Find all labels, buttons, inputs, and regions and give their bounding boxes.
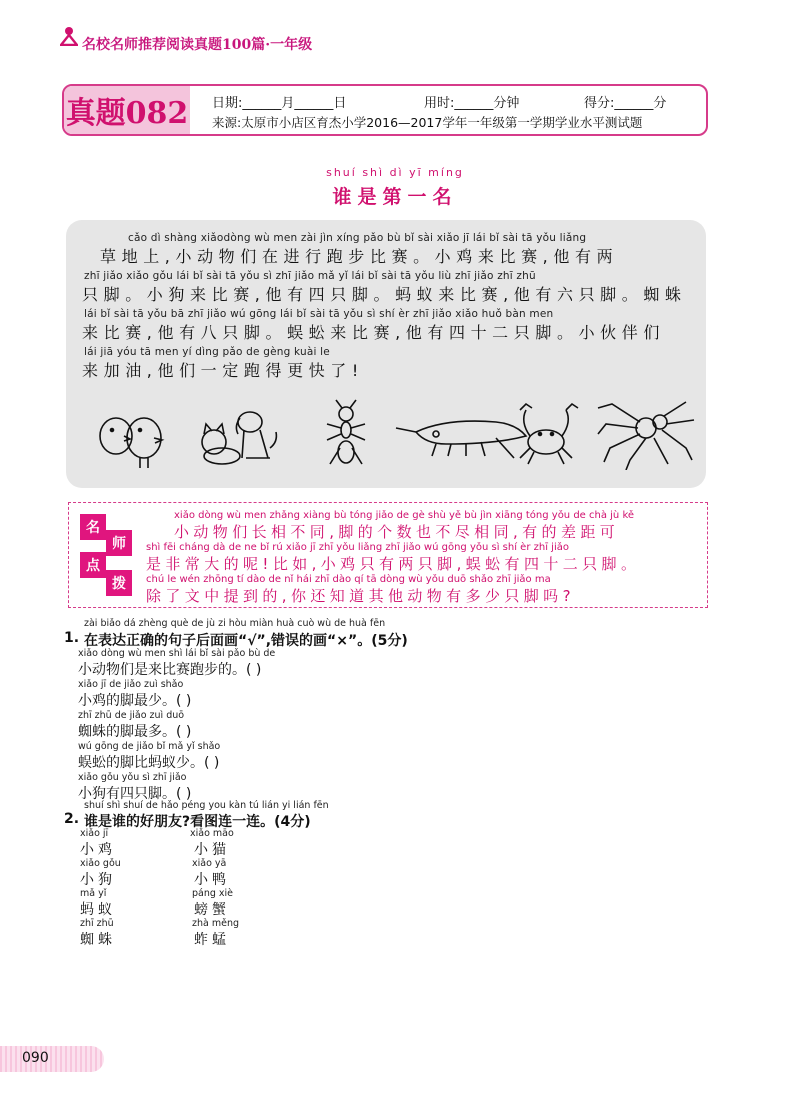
series-title: 名校名师推荐阅读真题100篇·一年级 — [82, 37, 313, 53]
q2-number: 2. — [64, 811, 80, 827]
q1-item-5-pinyin: xiǎo gǒu yǒu sì zhī jiǎo — [78, 772, 187, 783]
q1-item-4[interactable]: 蜈蚣的脚比蚂蚁少。( ) — [78, 755, 220, 771]
q1-text: 在表达正确的句子后面画“√”,错误的画“×”。(5分) — [84, 633, 408, 649]
page-title: 谁是第一名 — [332, 186, 458, 208]
source-line: 来源:太原市小店区育杰小学2016—2017学年一年级第一学期学业水平测试题 — [212, 115, 643, 130]
q1-item-3[interactable]: 蜘蛛的脚最多。( ) — [78, 724, 192, 740]
q1-item-1-pinyin: xiǎo dòng wù men shì lái bǐ sài pǎo bù de — [78, 648, 276, 659]
story-line-1: 草地上,小动物们在进行跑步比赛。小鸡来比赛,他有两 — [100, 247, 619, 266]
q2-right-2-pinyin: xiǎo yā — [192, 858, 227, 869]
story-line-2: 只脚。小狗来比赛,他有四只脚。蚂蚁来比赛,他有六只脚。蜘蛛 — [82, 285, 687, 304]
chick-icon — [100, 418, 162, 468]
tip-pinyin-1: xiǎo dòng wù men zhǎng xiàng bù tóng jiǎo de gè shù yě bù jìn xiāng tóng yǒu de chà jù kě — [174, 510, 635, 521]
tip-line-1: 小动物们长相不同,脚的个数也不尽相同,有的差距可 — [174, 523, 620, 541]
tip-badge-dian: 点 — [80, 552, 106, 578]
q1-pinyin: zài biǎo dá zhèng què de jù zi hòu miàn huà cuò wù de huà fēn — [84, 618, 386, 629]
tip-pinyin-2: shì fēi cháng dà de ne bǐ rú xiǎo jī zhī yǒu liǎng zhī jiǎo wú gōng yǒu sì shí èr zhī jiǎo — [146, 542, 569, 553]
q2-right-4-pinyin: zhà měng — [192, 918, 239, 929]
q2-left-3[interactable]: 蚂蚁 — [80, 902, 116, 918]
tip-badge-shi: 师 — [106, 530, 132, 556]
q1-item-4-pinyin: wú gōng de jiǎo bǐ mǎ yǐ shǎo — [78, 741, 221, 752]
tip-badge-bo: 拨 — [106, 570, 132, 596]
q2-left-4-pinyin: zhī zhū — [80, 918, 114, 929]
q1-item-3-pinyin: zhī zhū de jiǎo zuì duō — [78, 710, 185, 721]
score-field: 得分:______分 — [584, 96, 667, 111]
q2-right-1[interactable]: 小猫 — [194, 842, 230, 858]
q2-left-4[interactable]: 蜘蛛 — [80, 932, 116, 948]
tip-badge-ming: 名 — [80, 514, 106, 540]
q2-left-1[interactable]: 小鸡 — [80, 842, 116, 858]
spider-icon — [598, 402, 694, 470]
date-field: 日期:______月______日 — [212, 96, 347, 111]
animal-illustrations — [96, 398, 696, 470]
q1-number: 1. — [64, 630, 80, 646]
story-pinyin-4: lái jiā yóu tā men yí dìng pǎo de gèng kuài le — [84, 346, 330, 358]
q2-right-2[interactable]: 小鸭 — [194, 872, 230, 888]
tip-line-2: 是非常大的呢!比如,小鸡只有两只脚,蜈蚣有四十二只脚。 — [146, 555, 641, 573]
story-pinyin-2: zhī jiǎo xiǎo gǒu lái bǐ sài tā yǒu sì zhī jiǎo mǎ yǐ lái bǐ sài tā yǒu liù zhī jiǎo zhī zhū — [84, 270, 536, 282]
q1-item-1[interactable]: 小动物们是来比赛跑步的。( ) — [78, 662, 262, 678]
q2-right-4[interactable]: 蚱蜢 — [194, 932, 230, 948]
q1-item-5[interactable]: 小狗有四只脚。( ) — [78, 786, 192, 802]
q2-text: 谁是谁的好朋友?看图连一连。(4分) — [84, 814, 311, 830]
tip-pinyin-3: chú le wén zhōng tí dào de nǐ hái zhī dào qí tā dòng wù yǒu duō shǎo zhī jiǎo ma — [146, 574, 551, 585]
page-number-tab — [0, 1046, 104, 1072]
story-line-4: 来加油,他们一定跑得更快了! — [82, 361, 364, 380]
zhenti-label: 真题082 — [64, 86, 190, 134]
q2-pinyin: shuí shì shuí de hǎo péng you kàn tú lián yi lián fēn — [84, 800, 329, 811]
q2-right-3-pinyin: páng xiè — [192, 888, 234, 899]
q2-left-2-pinyin: xiǎo gǒu — [80, 858, 121, 869]
story-pinyin-1: cǎo dì shàng xiǎodòng wù men zài jìn xíng pǎo bù bǐ sài xiǎo jī lái bǐ sài tā yǒu liǎng — [128, 232, 587, 244]
q2-left-3-pinyin: mǎ yǐ — [80, 888, 107, 899]
ant-icon — [327, 400, 365, 464]
crab-icon — [520, 404, 578, 464]
q1-item-2[interactable]: 小鸡的脚最少。( ) — [78, 693, 192, 709]
centipede-icon — [396, 421, 526, 458]
page-number: 090 — [22, 1050, 49, 1066]
title-pinyin: shuí shì dì yī míng — [326, 166, 464, 179]
q2-left-2[interactable]: 小狗 — [80, 872, 116, 888]
story-pinyin-3: lái bǐ sài tā yǒu bā zhī jiǎo wú gōng lái bǐ sài tā yǒu sì shí èr zhī jiǎo xiǎo huǒ bàn men — [84, 308, 554, 320]
story-line-3: 来比赛,他有八只脚。蜈蚣来比赛,他有四十二只脚。小伙伴们 — [82, 323, 665, 342]
q1-item-2-pinyin: xiǎo jī de jiǎo zuì shǎo — [78, 679, 184, 690]
time-field: 用时:______分钟 — [424, 96, 520, 111]
q2-right-3[interactable]: 螃蟹 — [194, 902, 230, 918]
q2-left-1-pinyin: xiǎo jī — [80, 828, 109, 839]
cat-dog-icon — [202, 412, 276, 464]
tip-line-3: 除了文中提到的,你还知道其他动物有多少只脚吗? — [146, 587, 575, 605]
logo-icon — [60, 26, 78, 46]
q2-right-1-pinyin: xiǎo māo — [190, 828, 234, 839]
